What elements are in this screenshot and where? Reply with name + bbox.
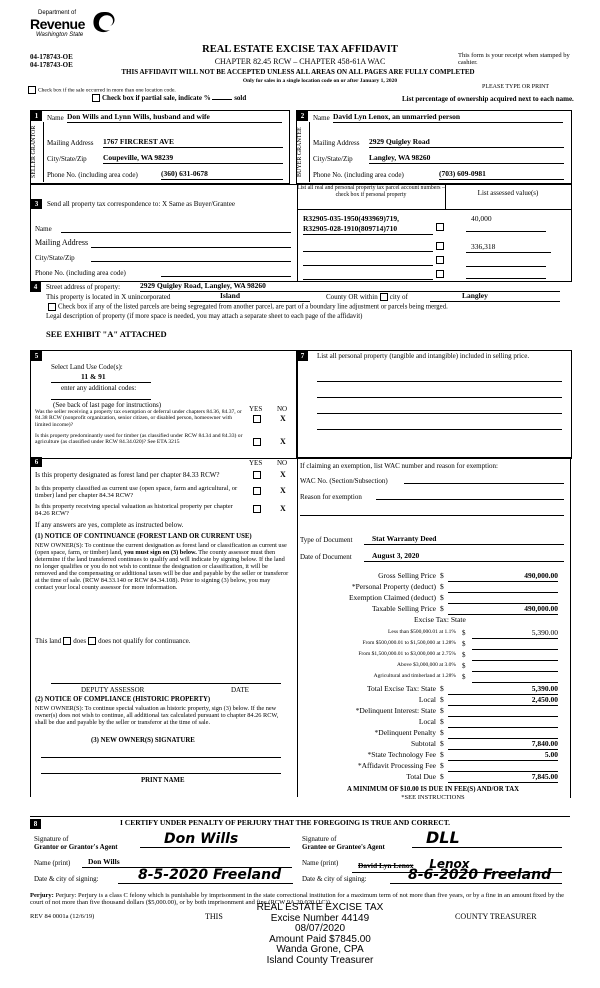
- additional-codes-field[interactable]: [51, 399, 151, 400]
- section-6-number: 6: [31, 457, 42, 467]
- bracket-dollar: $: [462, 662, 466, 670]
- total-dollar: $: [440, 684, 444, 693]
- grantee-sig-label-2: Grantee or Grantee's Agent: [302, 843, 385, 852]
- grantor-sig-label: [34, 835, 118, 851]
- grantee-date-label: Date & city of signing:: [302, 875, 367, 883]
- notice-continuance-title: (1) NOTICE OF CONTINUANCE (FOREST LAND OR CURRENT USE): [35, 533, 252, 540]
- grantee-name-label: Name (print): [302, 859, 339, 867]
- receipt-note: This form is your receipt when stamped by cashier.: [458, 52, 570, 67]
- corr-mailing-field[interactable]: [91, 247, 291, 248]
- multi-location-check: [26, 86, 176, 94]
- buyer-name-field[interactable]: David Lyn Lenox, an unmarried person: [333, 113, 563, 123]
- grantor-sig-label-1: Signature of: [34, 835, 69, 843]
- notice-continuance-b: you must sign on (3) below.: [124, 549, 197, 557]
- stamp-line3: 08/07/2020: [294, 923, 346, 934]
- total-value[interactable]: 5,390.00: [448, 685, 558, 695]
- total-value[interactable]: 7,840.00: [448, 740, 558, 750]
- logo-line2: Revenue: [30, 16, 85, 32]
- legal-desc-label: Legal description of property (if more space is needed, you may attach a separate sheet to each page of the affidavit): [46, 313, 363, 320]
- grantor-sig-label-2: Grantor or Grantor's Agent: [34, 843, 118, 852]
- notice-continuance-c: The county assessor must then determine if the land transferred continues to qualify and will indicate by signing below. If the land no longer qualifies or you do not wish to continue the designation or classification, it will be removed and the compensating or additional taxes will be due and payable by the seller or transferor at the time of sale. (RCW 84.33.140 or RCW 84.34.108). Prior to signing (3) below, you may contact your local county assessor for more information.: [35, 549, 289, 592]
- bracket-label: From $1,500,000.01 to $3,000,000 at 2.75%: [358, 651, 456, 657]
- total-label: *Affidavit Processing Fee: [357, 761, 436, 770]
- bracket-value[interactable]: 5,390.00: [472, 629, 558, 639]
- does-qualify-checkbox[interactable]: [63, 637, 71, 645]
- tax-row-value[interactable]: 490,000.00: [448, 572, 558, 582]
- city-of-text: city of: [389, 293, 408, 301]
- new-owner-signature-label: (3) NEW OWNER(S) SIGNATURE: [91, 737, 195, 744]
- bracket-value[interactable]: [472, 662, 558, 672]
- no-header-5: NO: [277, 405, 288, 413]
- street-field[interactable]: 2929 Quigley Road, Langley, WA 98260: [140, 282, 560, 292]
- only-for-note: Only for sales in a single location code on or after January 1, 2020: [242, 78, 398, 84]
- parcel-5-personal-checkbox[interactable]: [436, 270, 444, 278]
- section-2-number: 2: [297, 111, 308, 121]
- corr-mailing-label: Mailing Address: [35, 238, 89, 247]
- tax-main-rows: [296, 572, 570, 627]
- deputy-sign-line[interactable]: [51, 683, 281, 684]
- corr-name-field[interactable]: [61, 232, 291, 233]
- seller-mailing-field[interactable]: 1767 FIRCREST AVE: [103, 138, 283, 148]
- buyer-city-label: City/State/Zip: [313, 155, 353, 163]
- q-forest-yes[interactable]: [253, 471, 261, 479]
- logo-line1: Department of: [38, 10, 77, 16]
- section-6-designations: [30, 457, 298, 797]
- located-label: This property is located in X unincorporated: [46, 293, 171, 301]
- corr-name-label: Name: [35, 225, 52, 233]
- grantee-sig-label: [302, 835, 385, 851]
- tax-row-value[interactable]: [448, 583, 558, 593]
- rev-number: REV 84 0001a (12/6/19): [30, 913, 95, 920]
- total-value[interactable]: 7,845.00: [448, 773, 558, 783]
- stamp-line4: Amount Paid $7845.00: [269, 933, 371, 945]
- grantee-date-field[interactable]: 8-6-2020 Freeland: [390, 867, 562, 884]
- stamp-line1: REAL ESTATE EXCISE TAX: [256, 902, 384, 913]
- total-label: *Delinquent Interest: State: [355, 706, 436, 715]
- form-warning: THIS AFFIDAVIT WILL NOT BE ACCEPTED UNLESS ALL AREAS ON ALL PAGES ARE FULLY COMPLETED: [121, 68, 475, 76]
- total-value[interactable]: 2,450.00: [448, 696, 558, 706]
- seller-phone-field[interactable]: (360) 631-0678: [161, 170, 283, 180]
- this-land-label: This land: [35, 637, 62, 645]
- see-instructions: *SEE INSTRUCTIONS: [401, 794, 465, 801]
- tax-row-dollar: $: [440, 593, 444, 602]
- city-field[interactable]: Langley: [430, 292, 560, 302]
- treasurer-stamp: [225, 903, 415, 966]
- seller-side-box: [31, 122, 44, 182]
- section-7-number: 7: [297, 351, 308, 361]
- total-value[interactable]: [448, 762, 558, 772]
- q-historic-no[interactable]: X: [280, 504, 286, 513]
- seller-city-field[interactable]: Coupeville, WA 98239: [103, 154, 283, 164]
- section-3-correspondence: [30, 184, 572, 282]
- q-timber-no[interactable]: X: [280, 437, 286, 446]
- parcel-1[interactable]: R32905-035-1950(493969)719,: [303, 214, 400, 223]
- q-historic-yes[interactable]: [253, 505, 261, 513]
- personal-prop-line-1[interactable]: [317, 381, 562, 382]
- does-label: does: [73, 637, 87, 645]
- bracket-row: [296, 651, 570, 662]
- section-5-number: 5: [31, 351, 42, 361]
- section-5-land-use: [30, 350, 298, 459]
- total-dollar: $: [440, 761, 444, 770]
- yes-header-6: YES: [249, 459, 263, 467]
- buyer-name-label: Name: [313, 114, 330, 122]
- assessed-header: List assessed value(s): [445, 185, 571, 210]
- deputy-date-label: DATE: [231, 686, 249, 694]
- reason-field-2[interactable]: [300, 515, 564, 516]
- form-subtitle: CHAPTER 82.45 RCW – CHAPTER 458-61A WAC: [214, 57, 386, 66]
- parcel-5[interactable]: [303, 271, 433, 280]
- sold-label: sold: [234, 94, 247, 102]
- bracket-dollar: $: [462, 673, 466, 681]
- partial-sale-checkbox[interactable]: [92, 94, 100, 102]
- tax-row-label: Taxable Selling Price: [371, 604, 436, 613]
- seller-phone-label: Phone No. (including area code): [47, 171, 138, 179]
- parcel-3-personal-checkbox[interactable]: [436, 242, 444, 250]
- parcel-4-personal-checkbox[interactable]: [436, 256, 444, 264]
- wac-label: WAC No. (Section/Subsection): [300, 477, 388, 485]
- partial-sale-label: Check box if partial sale, indicate %: [102, 94, 211, 102]
- q-forest-no[interactable]: X: [280, 470, 286, 479]
- total-value[interactable]: [448, 718, 558, 728]
- this-land-row: [35, 637, 190, 645]
- tax-row-dollar: $: [440, 604, 444, 613]
- parcel-header: List all real and personal property tax parcel account numbers – check box if personal property: [297, 185, 446, 210]
- section-8-certify: [30, 816, 570, 889]
- notice-compliance-body: NEW OWNER(S): To continue special valuation as historic property, sign (3) below. If the new owner(s) does not wish to continue, all additional tax calculated pursuant to chapter 84.26 RCW, shall be due and payable by the seller or transferor at the time of sale.: [35, 705, 279, 727]
- segregating-check: [46, 303, 448, 311]
- grantor-date-label: Date & city of signing:: [34, 875, 99, 883]
- personal-prop-line-3[interactable]: [317, 413, 562, 414]
- bird-icon: [90, 10, 118, 36]
- wac-field[interactable]: [404, 483, 564, 484]
- total-label: Local: [418, 717, 436, 726]
- form-id-2: 04-178743-OE: [30, 61, 73, 69]
- total-label: Total Due: [406, 772, 436, 781]
- total-dollar: $: [440, 728, 444, 737]
- grantee-name-struck: David Lyn Lenox: [358, 861, 414, 870]
- land-use-field[interactable]: 11 & 91: [51, 373, 151, 383]
- buyer-mailing-field[interactable]: 2929 Quigley Road: [369, 138, 564, 148]
- see-back-note: (See back of last page for instructions): [53, 401, 162, 409]
- q-forest: Is this property designated as forest land per chapter 84.33 RCW?: [35, 471, 220, 479]
- partial-pct-field[interactable]: [212, 99, 232, 100]
- notice-continuance-body: [35, 542, 290, 591]
- total-value[interactable]: 5.00: [448, 751, 558, 761]
- certify-statement: I CERTIFY UNDER PENALTY OF PERJURY THAT THE FOREGOING IS TRUE AND CORRECT.: [120, 818, 451, 827]
- tax-row-value[interactable]: 490,000.00: [448, 605, 558, 615]
- total-label: Local: [418, 695, 436, 704]
- buyer-city-field[interactable]: Langley, WA 98260: [369, 154, 564, 164]
- bracket-row: [296, 662, 570, 673]
- county-or-text: County OR within: [326, 293, 378, 301]
- does-not-qualify-checkbox[interactable]: [88, 637, 96, 645]
- stamp-line6: Island County Treasurer: [266, 954, 374, 966]
- tax-row-value[interactable]: [448, 594, 558, 604]
- print-name-label: PRINT NAME: [141, 777, 185, 784]
- buyer-side-box: [297, 122, 310, 182]
- buyer-phone-field[interactable]: (703) 609-0981: [439, 170, 564, 180]
- perjury-text: Perjury: Perjury is a class C felony which is punishable by imprisonment in the state correctional institution for a maximum term of not more than five years, or by a fine in an amount fixed by the court of not more than five thousand dollars ($5,000.00), or by both imprisonment and fine (RCW 9A.20.020 (1C)).: [30, 892, 564, 907]
- county-treasurer-label: COUNTY TREASURER: [455, 912, 537, 921]
- excise-state-row: [296, 616, 570, 627]
- corr-phone-label: Phone No. (including area code): [35, 269, 126, 277]
- q-timber: Is this property predominantly used for timber (as classified under RCW 84.34 and 84.33) or agriculture (as classified under RCW 84.34.020)? See ETA 3215: [35, 433, 243, 446]
- total-row: [296, 773, 570, 784]
- type-print-note: PLEASE TYPE OR PRINT: [482, 84, 550, 90]
- total-value[interactable]: [448, 707, 558, 717]
- section-4-property: [30, 282, 570, 342]
- print-name-line[interactable]: [41, 773, 281, 774]
- section-1-number: 1: [31, 111, 42, 121]
- form-title: REAL ESTATE EXCISE TAX AFFIDAVIT: [202, 44, 398, 55]
- q-timber-yes[interactable]: [253, 438, 261, 446]
- section-8-number: 8: [30, 819, 41, 829]
- notice-continuance-a: NEW OWNER(S): To continue the current designation as forest land or classification as current use (open space, farm, or timber) land,: [35, 542, 287, 557]
- q-historic: Is this property receiving special valuation as historical property per chapter 84.26 RCW?: [35, 503, 233, 518]
- tax-row-label: Gross Selling Price: [378, 571, 436, 580]
- total-dollar: $: [440, 750, 444, 759]
- grantor-name-field[interactable]: Don Wills: [82, 858, 292, 868]
- q-current-use-yes[interactable]: [253, 487, 261, 495]
- personal-prop-line-4[interactable]: [317, 429, 562, 430]
- grantor-name-label: Name (print): [34, 859, 71, 867]
- additional-codes-label: enter any additional codes:: [61, 384, 137, 392]
- exemption-block: [296, 457, 571, 801]
- grantee-signature[interactable]: DLL: [412, 829, 562, 848]
- bracket-value[interactable]: [472, 651, 558, 661]
- bracket-label: From $500,000.01 to $1,500,000 at 1.28%: [362, 640, 456, 646]
- seller-side-label: SELLER GRANTOR: [31, 125, 37, 179]
- q-exemption-yes[interactable]: [253, 415, 261, 423]
- grantee-sig-label-1: Signature of: [302, 835, 337, 843]
- minimum-note: A MINIMUM OF $10.00 IS DUE IN FEE(S) AND/OR TAX: [346, 786, 520, 793]
- tax-row-label: *Personal Property (deduct): [351, 582, 436, 591]
- bracket-label: Agricultural and timberland at 1.28%: [373, 673, 456, 679]
- total-dollar: $: [440, 739, 444, 748]
- seller-name-field[interactable]: Don Wills and Lynn Wills, husband and wife: [67, 113, 282, 123]
- deputy-label: DEPUTY ASSESSOR: [81, 686, 145, 694]
- grantee-name-handwritten: Lenox: [429, 857, 470, 871]
- reason-label: Reason for exemption: [300, 493, 362, 501]
- total-dollar: $: [440, 706, 444, 715]
- exhibit-a-note: SEE EXHIBIT "A" ATTACHED: [46, 329, 167, 339]
- total-dollar: $: [440, 772, 444, 781]
- multi-location-checkbox[interactable]: [28, 86, 36, 94]
- buyer-side-label: BUYER GRANTEE: [297, 127, 303, 177]
- multi-location-label: Check box if the sale occurred in more than one location code.: [38, 87, 176, 94]
- county-or-label: [326, 293, 408, 301]
- total-value[interactable]: [448, 729, 558, 739]
- total-label: Subtotal: [410, 739, 436, 748]
- tax-row-dollar: $: [440, 582, 444, 591]
- seller-city-label: City/State/Zip: [47, 155, 87, 163]
- corr-phone-field[interactable]: [161, 276, 291, 277]
- dor-logo: [30, 10, 120, 42]
- bracket-value[interactable]: [472, 640, 558, 650]
- county-field[interactable]: Island: [190, 292, 310, 302]
- if-yes-note: If any answers are yes, complete as instructed below.: [35, 521, 184, 529]
- bracket-row: [296, 629, 570, 640]
- form-id-1: 04-178743-OE: [30, 53, 73, 61]
- bracket-value[interactable]: [472, 673, 558, 683]
- segregating-label: Check box if any of the listed parcels are being segregated from another parcel, are part of a boundary line adjustment or parcels being merged.: [58, 303, 448, 311]
- section-3-number: 3: [31, 199, 42, 209]
- tax-row-dollar: $: [440, 571, 444, 580]
- section-1-seller: [30, 110, 290, 184]
- send-to-label: Send all property tax correspondence to: X Same as Buyer/Grantee: [47, 200, 235, 208]
- land-use-label: Select Land Use Code(s):: [51, 363, 123, 371]
- tax-totals: [296, 685, 570, 784]
- total-label: *State Technology Fee: [367, 750, 436, 759]
- buyer-mailing-label: Mailing Address: [313, 139, 360, 147]
- partial-sale-check: [90, 94, 246, 102]
- bracket-dollar: $: [462, 651, 466, 659]
- stamp-line2: Excise Number 44149: [270, 912, 370, 924]
- reason-field-1[interactable]: [376, 499, 564, 500]
- q-exemption-no[interactable]: X: [280, 414, 286, 423]
- total-dollar: $: [440, 717, 444, 726]
- section-7-personal-property: [296, 350, 572, 459]
- bracket-dollar: $: [462, 640, 466, 648]
- parcel-2[interactable]: R32905-028-1910(809714)710: [303, 225, 433, 235]
- personal-prop-line-2[interactable]: [317, 397, 562, 398]
- bracket-row: [296, 673, 570, 684]
- list-pct-note: List percentage of ownership acquired next to each name.: [402, 95, 574, 103]
- perjury-label: Perjury:: [30, 892, 54, 899]
- total-label: Total Excise Tax: State: [366, 684, 436, 693]
- no-header-6: NO: [277, 459, 288, 467]
- q-exemption: Was the seller receiving a property tax exemption or deferral under chapters 84.36, 84.37, or 84.38 RCW (nonprofit organization, senior citizen, or disabled person, homeowner with limited income)?: [35, 409, 242, 428]
- corr-city-label: City/State/Zip: [35, 254, 75, 262]
- logo-line3: Washington State: [36, 32, 84, 38]
- total-dollar: $: [440, 695, 444, 704]
- personal-prop-label: List all personal property (tangible and intangible) included in selling price.: [317, 352, 530, 360]
- q-current-use-no[interactable]: X: [280, 486, 286, 495]
- tax-brackets: [296, 629, 570, 684]
- total-label: *Delinquent Penalty: [374, 728, 436, 737]
- doc-date-label: Date of Document: [300, 553, 352, 561]
- tax-row-label: Exemption Claimed (deduct): [348, 593, 436, 602]
- exemption-question: If claiming an exemption, list WAC number and reason for exemption:: [300, 462, 498, 470]
- section-2-buyer: [296, 110, 572, 184]
- assessed-1-line: [466, 230, 546, 232]
- bracket-label: Above $3,000,000 at 3.0%: [397, 662, 456, 668]
- notice-compliance-title: (2) NOTICE OF COMPLIANCE (HISTORIC PROPERTY): [35, 696, 211, 703]
- parcel-2-personal-checkbox[interactable]: [436, 223, 444, 231]
- bracket-dollar: $: [462, 629, 466, 637]
- doc-type-field[interactable]: Stat Warranty Deed: [364, 535, 564, 545]
- assessed-1[interactable]: 40,000: [471, 214, 492, 223]
- yes-header-5: YES: [249, 405, 263, 413]
- buyer-phone-label: Phone No. (including area code): [313, 171, 404, 179]
- seller-name-label: Name: [47, 114, 64, 122]
- not-qualify-label: does not qualify for continuance.: [98, 637, 191, 645]
- doc-date-field[interactable]: August 3, 2020: [364, 552, 564, 562]
- assessed-2[interactable]: 336,318: [466, 243, 551, 253]
- seller-mailing-label: Mailing Address: [47, 139, 94, 147]
- section-4-number: 4: [30, 282, 41, 292]
- parcel-3[interactable]: [303, 243, 433, 252]
- within-city-checkbox[interactable]: [380, 293, 388, 301]
- section-3-left: [31, 185, 298, 281]
- bracket-label: Less than $500,000.01 at 1.1%: [388, 629, 456, 635]
- assessed-4[interactable]: [466, 277, 546, 279]
- segregating-checkbox[interactable]: [48, 303, 56, 311]
- doc-type-label: Type of Document: [300, 536, 353, 544]
- new-owner-signature-line[interactable]: [41, 757, 281, 758]
- grantor-signature[interactable]: Don Wills: [140, 831, 290, 848]
- grantor-date-field[interactable]: 8-5-2020 Freeland: [118, 867, 293, 884]
- stamp-line5: Wanda Grone, CPA: [276, 944, 364, 955]
- excise-state-label: Excise Tax: State: [414, 615, 466, 624]
- street-label: Street address of property:: [46, 283, 121, 291]
- this-label: THIS: [205, 912, 223, 921]
- assessed-3[interactable]: [466, 265, 546, 267]
- corr-city-field[interactable]: [91, 261, 291, 262]
- parcel-4[interactable]: [303, 257, 433, 266]
- q-current-use: Is this property classified as current use (open space, farm and agricultural, or timber) land per chapter 84.34 RCW?: [35, 485, 238, 500]
- bracket-row: [296, 640, 570, 651]
